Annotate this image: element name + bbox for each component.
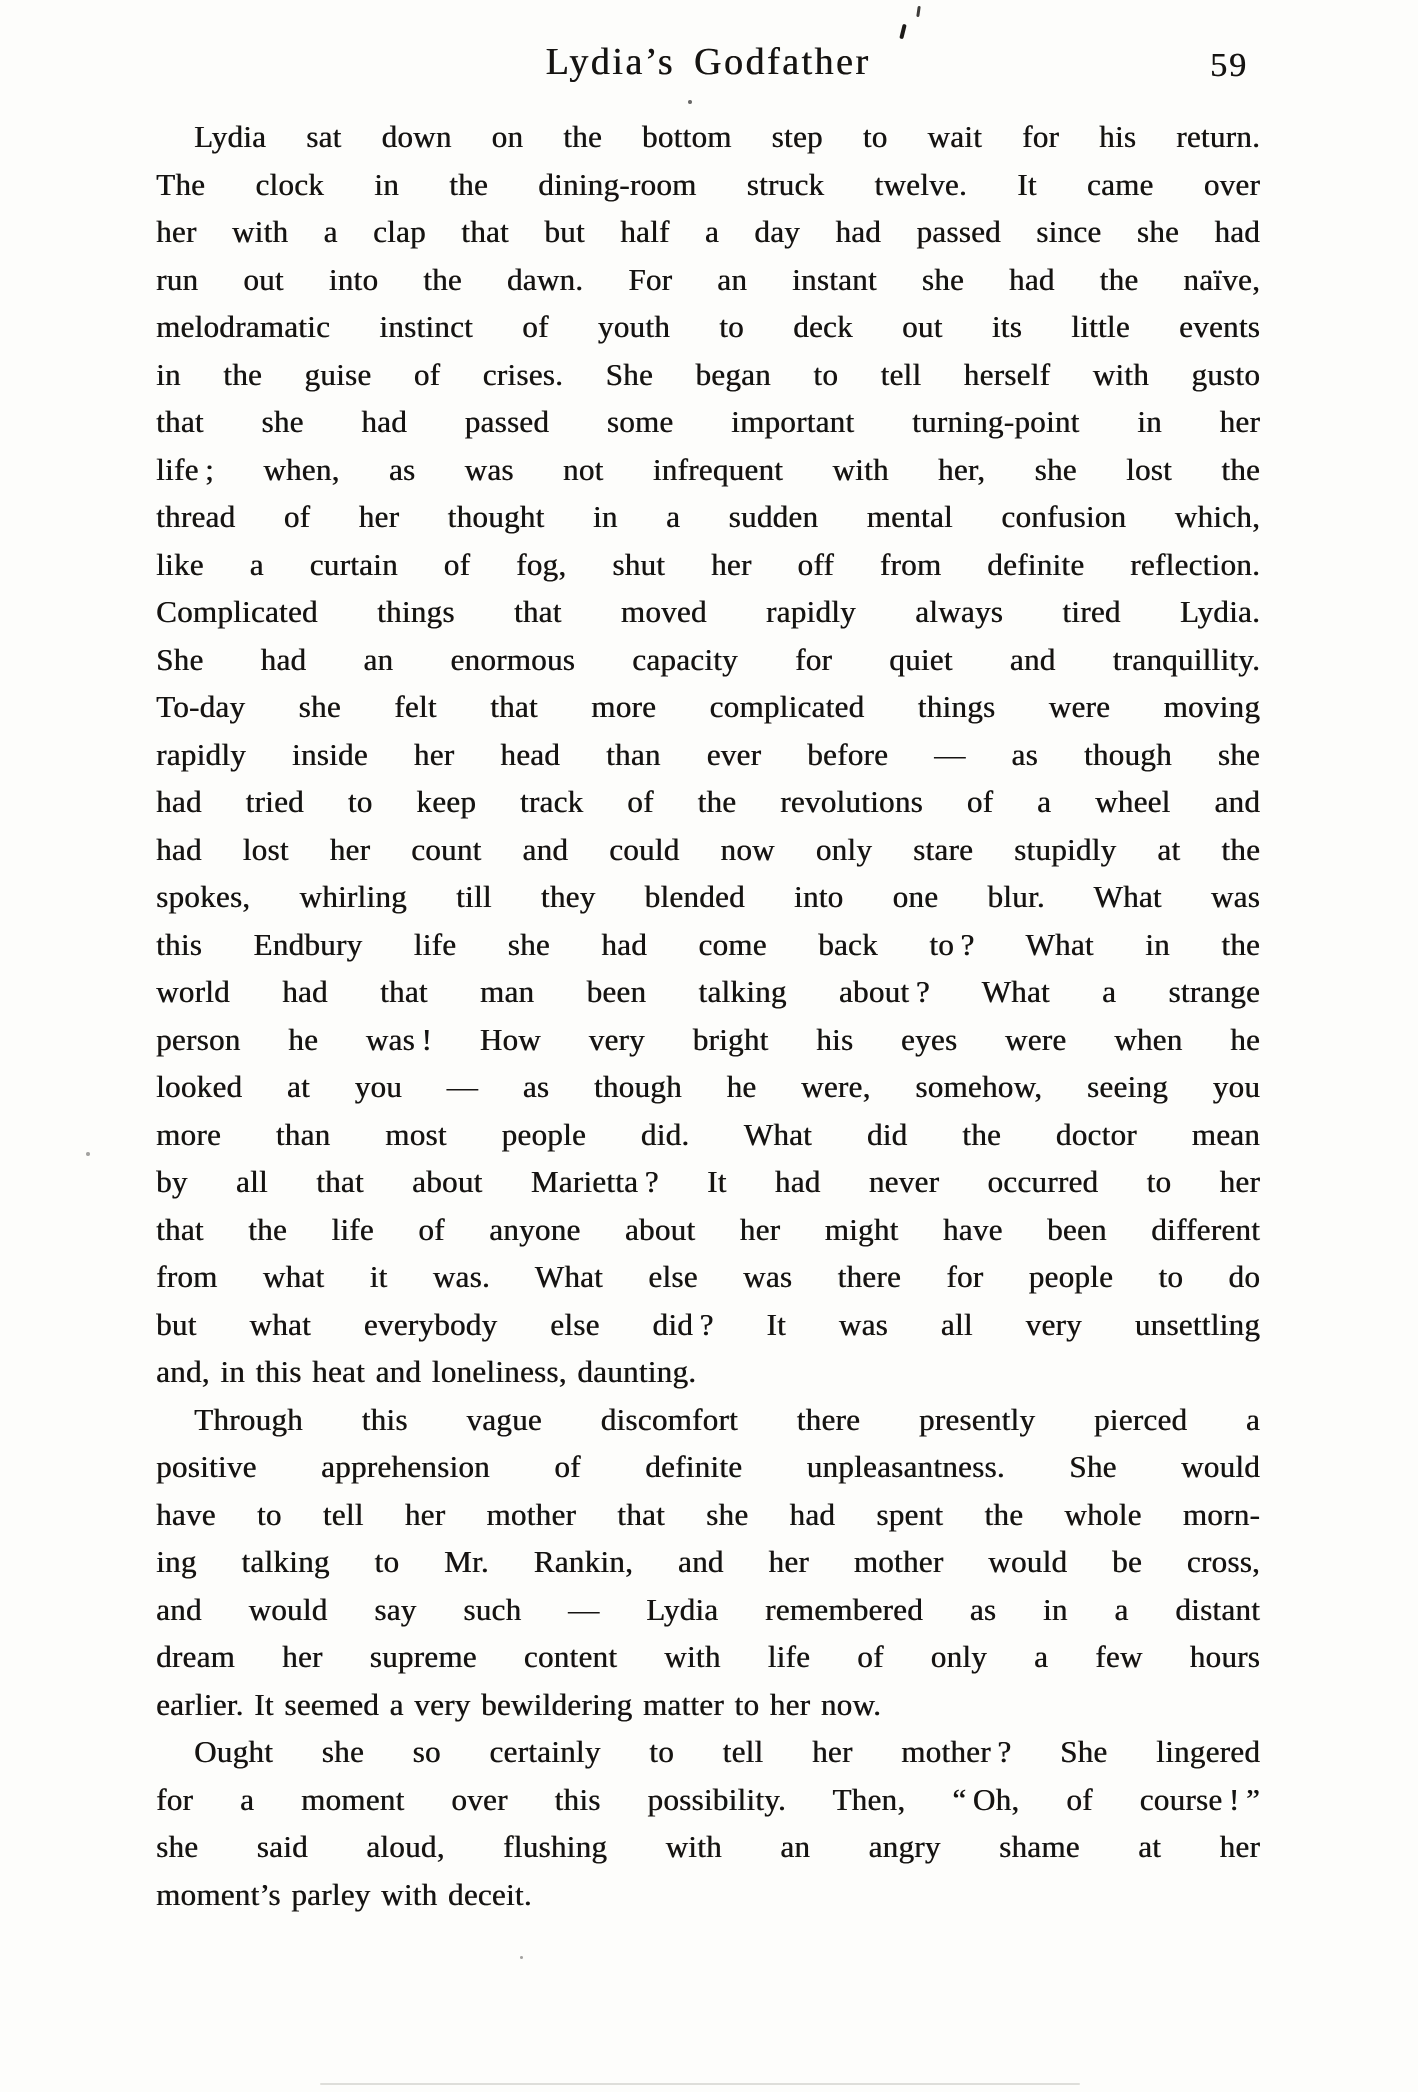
text-line: Ought she so certainly to tell her mother ? She lingered: [194, 1734, 1260, 1769]
text-line: like a curtain of fog, shut her off from definite reflection.: [156, 546, 1260, 582]
text-line: and, in this heat and loneliness, daunting.: [156, 1354, 697, 1389]
paragraph: [156, 113, 1260, 1396]
text-line: melodramatic instinct of youth to deck out its little events: [156, 309, 1260, 344]
text-line: by all that about Marietta ? It had never occurred to her: [156, 1164, 1260, 1199]
running-head: [156, 40, 1260, 88]
ink-speckle: [520, 1956, 523, 1959]
text-line: more than most people did. What did the doctor mean: [156, 1116, 1260, 1152]
text-line: run out into the dawn. For an instant she had the naïve,: [156, 261, 1260, 297]
text-line: but what everybody else did ? It was all very unsettling: [156, 1306, 1260, 1342]
text-line: To-day she felt that more complicated things were moving: [156, 689, 1260, 724]
page-number: 59: [1210, 47, 1248, 84]
text-line: earlier. It seemed a very bewildering matter to her now.: [156, 1686, 882, 1722]
text-line: life ; when, as was not infrequent with her, she lost the: [156, 451, 1260, 487]
text-line: from what it was. What else was there for people to do: [156, 1259, 1260, 1294]
text-line: She had an enormous capacity for quiet and tranquillity.: [156, 641, 1260, 677]
text-line: looked at you — as though he were, somehow, seeing you: [156, 1069, 1260, 1104]
text-line: dream her supreme content with life of only a few hours: [156, 1639, 1260, 1674]
text-line: in the guise of crises. She began to tell herself with gusto: [156, 356, 1260, 392]
text-line: had lost her count and could now only stare stupidly at the: [156, 831, 1260, 867]
ink-speckle: [688, 100, 692, 104]
text-line: and would say such — Lydia remembered as in a distant: [156, 1591, 1260, 1627]
paragraph: [156, 1728, 1260, 1918]
page-body: [156, 113, 1260, 1918]
scan-edge-artifact: [320, 2083, 1080, 2085]
text-column: [156, 0, 1260, 2092]
text-line: for a moment over this possibility. Then, “ Oh, of course ! ”: [156, 1781, 1260, 1817]
text-line: positive apprehension of definite unpleasantness. She would: [156, 1449, 1260, 1484]
text-line: that the life of anyone about her might have been different: [156, 1211, 1260, 1247]
text-line: The clock in the dining-room struck twelve. It came over: [156, 166, 1260, 202]
text-line: rapidly inside her head than ever before — as though she: [156, 736, 1260, 772]
paragraph: [156, 1396, 1260, 1729]
text-line: spokes, whirling till they blended into one blur. What was: [156, 879, 1260, 914]
text-line: thread of her thought in a sudden mental confusion which,: [156, 499, 1260, 534]
text-line: Complicated things that moved rapidly always tired Lydia.: [156, 594, 1260, 629]
text-line: she said aloud, flushing with an angry shame at her: [156, 1829, 1260, 1864]
text-line: person he was ! How very bright his eyes were when he: [156, 1021, 1260, 1057]
text-line: her with a clap that but half a day had passed since she had: [156, 214, 1260, 249]
running-head-title: Lydia’s Godfather: [545, 41, 871, 83]
text-line: Through this vague discomfort there presently pierced a: [194, 1401, 1260, 1437]
text-line: had tried to keep track of the revolutions of a wheel and: [156, 784, 1260, 819]
text-line: that she had passed some important turning-point in her: [156, 404, 1260, 439]
text-line: this Endbury life she had come back to ? What in the: [156, 926, 1260, 962]
text-line: moment’s parley with deceit.: [156, 1876, 532, 1912]
text-line: ing talking to Mr. Rankin, and her mother would be cross,: [156, 1544, 1260, 1579]
text-line: world had that man been talking about ? What a strange: [156, 974, 1260, 1009]
ink-speckle: [86, 1152, 90, 1156]
text-line: Lydia sat down on the bottom step to wait for his return.: [194, 119, 1260, 154]
text-line: have to tell her mother that she had spent the whole morn-: [156, 1496, 1260, 1532]
